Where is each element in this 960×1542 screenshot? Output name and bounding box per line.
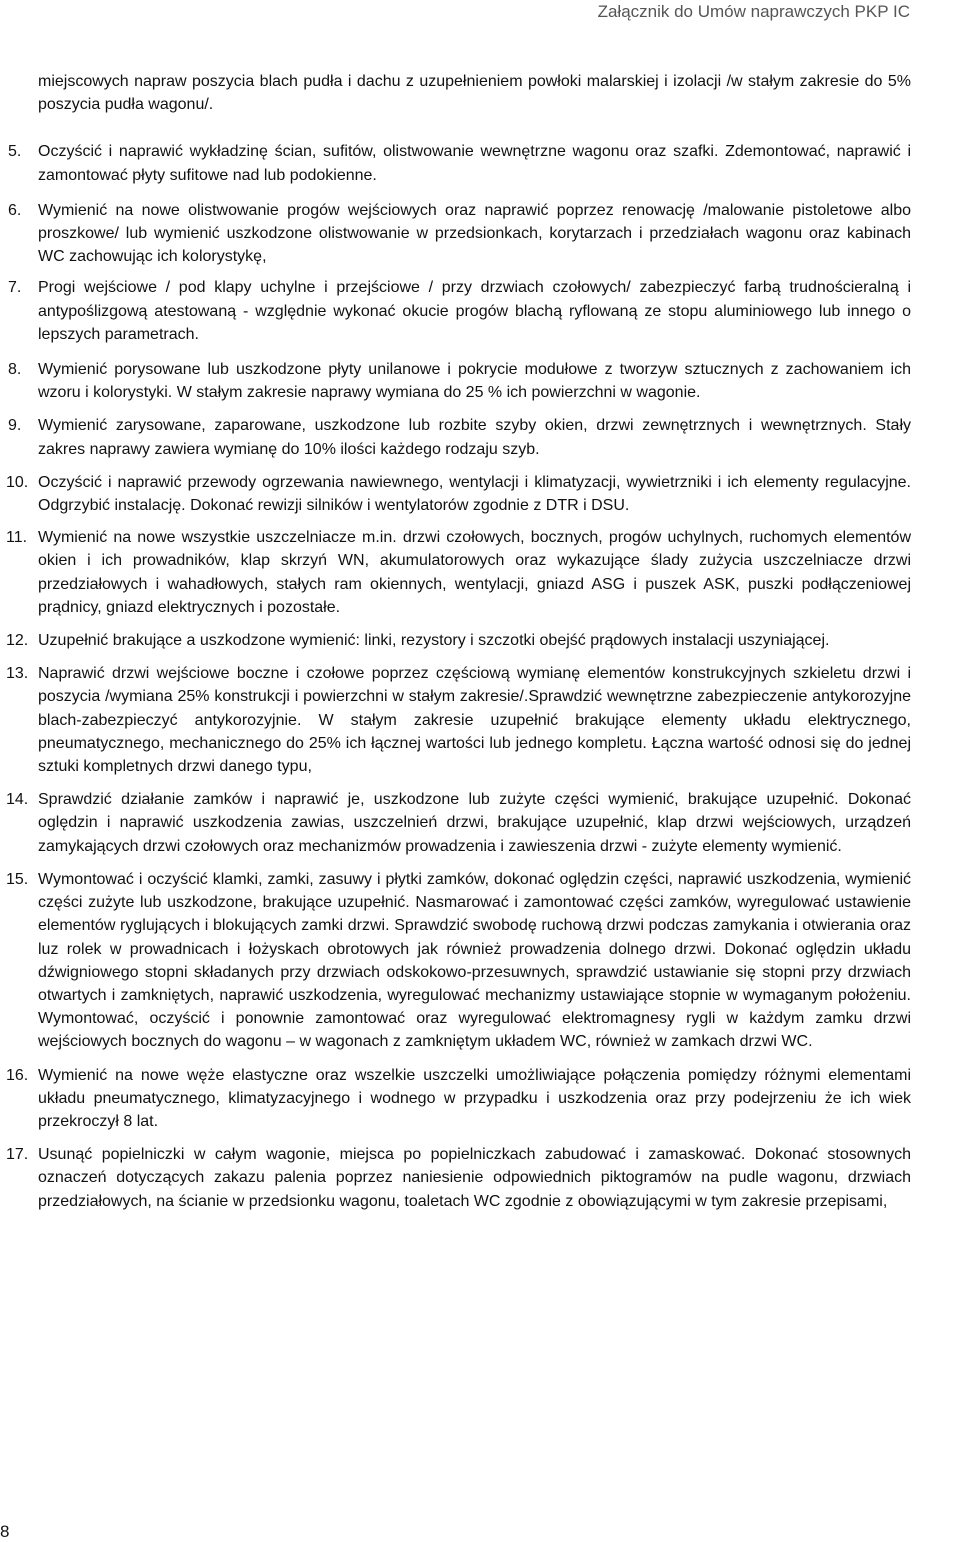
list-item-text: Wymienić na nowe olistwowanie progów wejściowych oraz naprawić poprzez renowację /malowanie pistoletowe albo proszkowe/ lub wymienić uszkodzone olistwowanie w przedsionkach, korytarzach i przedziałach wagonu oraz kabinach WC zachowując ich kolorystykę, (38, 201, 911, 266)
list-item-text: Wymienić zarysowane, zaparowane, uszkodzone lub rozbite szyby okien, drzwi zewnętrznych i wewnętrznych. Stały zakres naprawy zawiera wymianę do 10% ilości każdego rodzaju szyb. (38, 417, 911, 458)
list-item-number: 14. (6, 791, 29, 809)
list-item-8 (8, 358, 911, 404)
list-item-number: 6. (8, 201, 22, 219)
list-item-11 (6, 526, 911, 619)
list-item-17 (6, 1143, 911, 1213)
list-item-text: Wymienić porysowane lub uszkodzone płyty unilanowe i pokrycie modułowe z tworzyw sztucznych z zachowaniem ich wzoru i kolorystyki. W stałym zakresie naprawy wymiana do 25 % ich powierzchni w wagonie. (38, 361, 911, 402)
list-item-text: Naprawić drzwi wejściowe boczne i czołowe poprzez częściową wymianę elementów konstrukcyjnych szkieletu drzwi i poszycia /wymiana 25% konstrukcji i powierzchni w stałym zakresie/.Sprawdzić wewnętrzne zabezpieczenie antykorozyjne blach-zabezpieczyć antykorozyjnie. W stałym zakresie uzupełnić brakujące elementy układu elektrycznego, pneumatycznego, mechanicznego do 25% ich łącznej wartości lub jednego kompletu. Łączna wartość odnosi się do jednej sztuki kompletnych drzwi danego typu, (38, 665, 911, 776)
list-item-text: Wymienić na nowe wszystkie uszczelniacze m.in. drzwi czołowych, bocznych, progów uchylnych, ruchomych elementów okien i ich prowadników, klap skrzyń WN, akumulatorowych oraz wykazujące ślady zużycia uszczelniacze drzwi przedziałowych i wahadłowych, stałych ram okiennych, wentylacji, gniazd ASG i puszek ASK, puszki podłączeniowej prądnicy, gniazd elektrycznych i pozostałe. (38, 529, 911, 616)
list-item-6 (8, 199, 911, 269)
list-item-text: Uzupełnić brakujące a uszkodzone wymienić: linki, rezystory i szczotki obejść prądowych instalacji uszyniającej. (38, 632, 830, 650)
list-item-number: 7. (8, 279, 22, 297)
list-item-16 (6, 1064, 911, 1134)
list-item-number: 17. (6, 1146, 29, 1164)
list-item-text: Wymienić na nowe węże elastyczne oraz wszelkie uszczelki umożliwiające połączenia pomiędzy różnymi elementami układu pneumatycznego, klimatyzacyjnego i wodnego w przypadku i uszkodzenia oraz przy podejrzeniu że ich wiek przekroczył 8 lat. (38, 1066, 911, 1130)
list-item-text: Wymontować i oczyścić klamki, zamki, zasuwy i płytki zamków, dokonać oględzin części, naprawić uszkodzenia, wymienić części zużyte lub uszkodzone, brakujące uzupełnić. Nasmarować i zamontować części zamków, wyregulować ustawienie elementów ryglujących i blokujących zamki drzwi. Sprawdzić swobodę ruchową drzwi podczas zamykania i otwierania oraz luz rolek w prowadnicach i łożyskach obrotowych jak również prowadzenia dolnego drzwi. Dokonać oględzin układu dźwigniowego stopni składanych przy drzwiach odskokowo-przesuwnych, sprawdzić ustawianie się stopni przy drzwiach otwartych i zamkniętych, naprawić uszkodzenia, wyregulować mechanizmy ustawiające stopnie w wymaganym położeniu. Wymontować, oczyścić i ponownie zamontować oraz wyregulować elektromagnesy rygli w każdym zamku drzwi wejściowych bocznych do wagonu – w wagonach z zamkniętym układem WC, również w zamkach drzwi WC. (38, 870, 911, 1051)
list-item-14 (6, 788, 911, 858)
intro-paragraph: miejscowych napraw poszycia blach pudła i dachu z uzupełnieniem powłoki malarskiej i izolacji /w stałym zakresie do 5% poszycia pudła wagonu/. (38, 73, 911, 114)
page-number: 8 (0, 1522, 10, 1541)
list-item-10 (6, 471, 911, 517)
list-item-number: 5. (8, 143, 22, 161)
list-item-12 (6, 629, 911, 652)
list-item-number: 9. (8, 417, 22, 435)
document-header: Załącznik do Umów naprawczych PKP IC (597, 2, 910, 21)
list-item-7 (8, 276, 911, 346)
list-item-text: Oczyścić i naprawić wykładzinę ścian, sufitów, olistwowanie wewnętrzne wagonu oraz szafki. Zdemontować, naprawić i zamontować płyty sufitowe nad lub podokienne. (38, 143, 911, 184)
list-item-text: Oczyścić i naprawić przewody ogrzewania nawiewnego, wentylacji i klimatyzacji, wywietrzniki i ich elementy regulacyjne. Odgrzybić instalację. Dokonać rewizji silników i wentylatorów zgodnie z DTR i DSU. (38, 473, 911, 515)
list-item-number: 13. (6, 665, 29, 683)
list-item-text: Sprawdzić działanie zamków i naprawić je, uszkodzone lub zużyte części wymienić, brakujące uzupełnić. Dokonać oględzin i naprawić uszkodzenia zawias, uszczelnień drzwi, brakujące uzupełnić, klap drzwi wejściowych, urządzeń zamykających drzwi czołowych oraz mechanizmów prowadzenia i zawieszenia drzwi - zużyte elementy wymienić. (38, 791, 911, 855)
list-item-number: 11. (6, 529, 28, 547)
list-item-number: 16. (6, 1066, 29, 1084)
list-item-number: 15. (6, 870, 29, 888)
list-item-13 (6, 662, 911, 778)
list-item-text: Progi wejściowe / pod klapy uchylne i przejściowe / przy drzwiach czołowych/ zabezpieczyć farbą trudnościeralną i antypoślizgową atestowaną - względnie wykonać okucie progów blachą ryflowaną ze stopu aluminiowego lub innego o lepszych parametrach. (38, 279, 911, 343)
list-item-5 (8, 140, 911, 186)
list-item-number: 10. (6, 473, 29, 491)
list-item-text: Usunąć popielniczki w całym wagonie, miejsca po popielniczkach zabudować i zamaskować. Dokonać stosownych oznaczeń dotyczących zakazu palenia poprzez naniesienie odpowiednich piktogramów na pudle wagonu, drzwiach przedziałowych, na ścianie w przedsionku wagonu, toaletach WC zgodnie z obowiązującymi w tym zakresie przepisami, (38, 1146, 911, 1210)
document-body (6, 70, 911, 1213)
list-item-number: 8. (8, 361, 22, 379)
list-item-15 (6, 868, 911, 1054)
list-item-number: 12. (6, 632, 29, 650)
list-item-9 (8, 414, 911, 460)
